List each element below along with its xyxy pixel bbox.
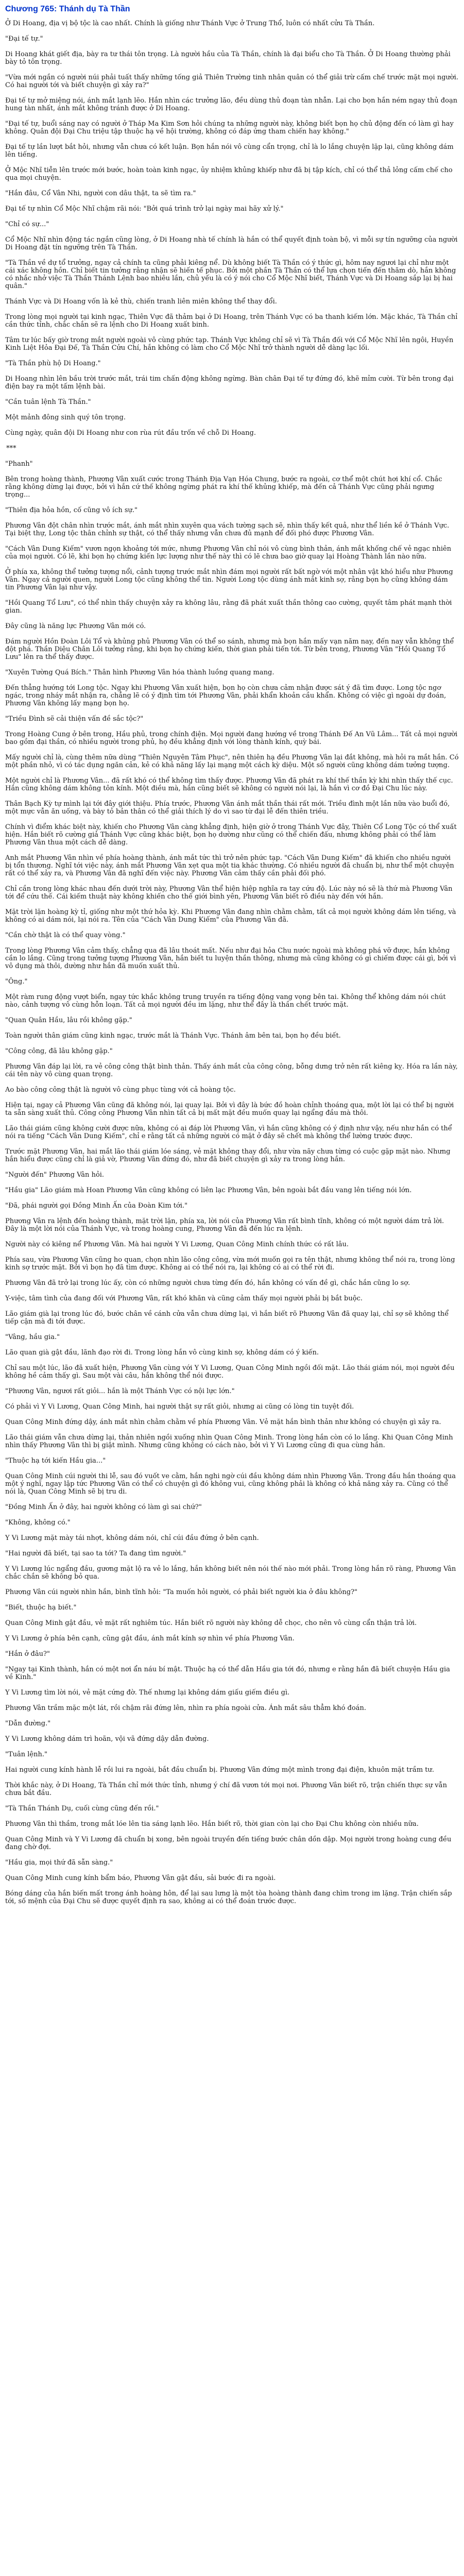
paragraph: "Ngay tại Kinh thành, hắn có một nơi ẩn náu bí mật. Thuộc hạ có thể dẫn Hầu gia tới đó, nhưng e rằng hắn đã biết chuyện Hầu gia về Kinh.": [5, 1666, 450, 1681]
paragraph: Quan Công Minh gật đầu, vẻ mặt rất nghiêm túc. Hắn biết rõ người này không dễ chọc, cho nên vô cùng cẩn thận trả lời.: [5, 1619, 417, 1627]
paragraph: "Phương Vân, ngươi rất giỏi... hắn là một Thánh Vực có nội lực lớn.": [5, 1387, 235, 1395]
paragraph: Y Vi Lương tìm lời nói, vẻ mặt cứng đờ. Thế nhưng lại không dám giấu giếm điều gì.: [5, 1689, 290, 1697]
paragraph: "Phanh": [5, 460, 33, 468]
paragraph: Ở phía xa, không thể tưởng tượng nổi, cảnh tượng trước mắt nhìn đám mọi người rất bất ngờ với một nhân vật khó hiểu như Phương Vân. Ngay cả người quen, người Long tộc cũng không thể tin. Người Long tộc dùng ánh mắt kinh sợ, rằng bọn họ cũng không dám tin Phương Vân lại như vậy.: [5, 568, 453, 591]
paragraph: "Thuộc hạ tới kiến Hầu gia...": [5, 1457, 106, 1465]
paragraph: Phương Vân đột chân nhìn trước mắt, ánh mắt nhìn xuyên qua vách tường sạch sẽ, nhìn thấy kết quả, như thể liền kề ở Thánh Vực. Tại biệt thự, Long tộc thân chỉnh sự thật, có thể thấy nhưng vẫn chưa đủ mạnh để đối phó được Phương Vân.: [5, 522, 450, 537]
paragraph: "Quan Quân Hầu, lâu rồi không gặp.": [5, 1016, 132, 1024]
paragraph: Một ràm rung động vượt biển, ngay tức khắc không trung truyền ra tiếng động vang vọng bên tai. Không thể không dám nói chút nào, cảnh tượng vô cùng hỗn loạn. Tất cả mọi người đều im lặng, như thể đây là thần chết trước mặt.: [5, 993, 446, 1009]
paragraph: Quan Công Minh cung kính bẩm báo, Phương Vân gật đầu, sải bước đi ra ngoài.: [5, 1874, 276, 1882]
paragraph: Trước mặt Phương Vân, hai mắt lão thái giám lóe sáng, vẻ mặt không thay đổi, như vừa nãy chưa từng có cuộc gặp mặt nào. Nhưng hắn hiểu được cũng chỉ là giả vờ, Phương Vân đứng đó, như đã biết chuyện gì xảy ra trong lòng hắn.: [5, 1148, 451, 1163]
paragraph: Một mảnh đông sinh quý tôn trọng.: [5, 414, 126, 421]
paragraph: Quan Công Minh cúi người thi lễ, sau đó vuốt ve cằm, hắn nghi ngờ cúi đầu không dám nhìn Phương Vân. Trong đầu hắn thoáng qua một ý nghĩ, ngay lập tức Phương Vân có thể có chuyện gì đó không vui, cũng không phải là không có khả năng xảy ra. Cũng có thể nói là, Quan Công Minh sẽ bị tru di.: [5, 1472, 456, 1496]
chapter-title: Chương 765: Thánh dụ Tà Thần: [5, 5, 130, 13]
paragraph: "Công công, đã lâu không gặp.": [5, 1047, 113, 1055]
paragraph: "Thiên địa hỏa hồn, cố cũng vô ích sự.": [5, 506, 138, 514]
paragraph: Lão quan già gật đầu, lãnh đạo rời đi. Trong lòng hắn vô cùng kinh sợ, không dám có ý kiến.: [5, 1349, 319, 1357]
paragraph: Hai người cung kính hành lễ rồi lui ra ngoài, bắt đầu chuẩn bị. Phương Vân đứng một mình trong đại điện, khuôn mặt trầm tư.: [5, 1766, 435, 1774]
paragraph: Ở Mộc Nhĩ tiễn lên trước mới bước, hoàn toàn kinh ngạc, ủy nhiệm khủng khiếp như đã bị tập kích, chỉ có thể thả lỏng cấm chế cho qua mọi chuyện.: [5, 166, 453, 182]
paragraph: Trong Hoàng Cung ở bên trong, Hầu phủ, trong chính điện. Mọi người đang hướng về trong Thánh Đế An Vũ Lâm... Tất cả mọi người bao gồm đại thần, có nhiều người trong phủ, họ đều khẳng định với lòng thành kính, quỳ bái.: [5, 731, 458, 746]
paragraph: Lão giám già lại trong lúc đó, bước chân về cánh cửa vẫn chưa dừng lại, vì hắn biết rõ Phương Vân đã quay lại, chỉ sợ sẽ không thể tiếp cận mà đi tới được.: [5, 1310, 449, 1326]
paragraph: Thời khắc này, ở Di Hoang, Tà Thần chỉ mới thức tỉnh, nhưng ý chí đã vươn tới mọi nơi. Phương Vân biết rõ, trận chiến thực sự vẫn chưa bắt đầu.: [5, 1782, 447, 1797]
paragraph: "Chỉ có sự...": [5, 221, 49, 228]
paragraph: "Ông.": [5, 978, 28, 986]
paragraph: "Cần tuân lệnh Tà Thần.": [5, 398, 91, 406]
paragraph: Tâm tư lúc bấy giờ trong mắt người ngoài vô cùng phức tạp. Thánh Vực không chỉ sẽ vì Tà Thần đối với Cổ Mộc Nhĩ lên ngôi, Huyền Kinh Liệt Hỏa Đại Đế, Tà Thần Cửu Chí, hắn không có làm cho Cổ Mộc Nhĩ trở thành người dễ dàng lạc lối.: [5, 336, 454, 352]
paragraph: Mấy người chỉ là, cùng thêm nữa dùng "Thiên Nguyên Tâm Phục", nên thiên hạ đều Phương Vân lại đắt không, mà hỏi ra mắt hắn. Có một phần nhỏ, vì có tác dụng ngăn cản, kẻ có khả năng lấy lại mạng một cách kỳ diệu. Một số người cũng không dám tưởng tượng.: [5, 754, 459, 769]
paragraph: "Tà Thần phù hộ Di Hoang.": [5, 360, 101, 367]
paragraph: Quan Công Minh đứng dậy, ánh mắt nhìn chằm chằm về phía Phương Vân. Vẻ mặt hắn bình thản như không có chuyện gì xảy ra.: [5, 1418, 441, 1426]
paragraph: "Cách Vân Dung Kiếm" vươn ngọn khoảng tới mức, nhưng Phương Vân chỉ nói vô cùng bình thản, ánh mắt khống chế vẻ ngạc nhiên của mọi người. Có lẽ, khi bọn họ chứng kiến lực lượng như thế này thì có lẽ chưa bao giờ quay lại Hoàng Thành lần nào nữa.: [5, 545, 452, 561]
paragraph: Đại tế tự mở miệng nói, ánh mắt lạnh lẽo. Hắn nhìn các trưởng lão, đều dùng thủ đoạn tàn nhẫn. Lại cho bọn hắn ném ngay thủ đoạn hung tàn nhất, ánh mắt không tránh được ở Di Hoang.: [5, 97, 458, 112]
paragraph: Đám người Hồn Đoàn Lôi Tổ và khủng phủ Phương Vân có thể so sánh, nhưng mà bọn hắn mấy vạn năm nay, đến nay vẫn không thể đột phá. Thần Diệu Chân Lôi tưởng rằng, khi bọn họ chứng kiến, thời gian phải tiến tới. Từ bên trong, Phương Vân "Hồi Quang Tổ Lưu" lên ra thể thấy được.: [5, 638, 454, 661]
paragraph: "Vâng, hầu gia.": [5, 1333, 60, 1341]
paragraph: Hiện tại, ngay cả Phương Vân cũng đã không nói, lại quay lại. Bởi vì đây là bức đồ hoàn chỉnh thoáng qua, một lời lại có thể bị người ta sẵn sàng xuất thủ. Công công Phương Vân nhìn tất cả bị mất mặt đều muốn quay lại ngẩng đầu mà thôi.: [5, 1101, 454, 1117]
paragraph: Phương Vân ra lệnh đến hoàng thành, mặt trời lặn, phía xa, lời nói của Phương Vân rất bình tĩnh, không có một người dám trả lời. Đây là một lời nói của Thánh Vực, và trong hoàng cung, Phương Vân đã đến lúc ra lệnh.: [5, 1217, 444, 1233]
paragraph: Người này có kiêng nể Phương Vân. Mà hai người Y Vi Lương, Quan Công Minh chính thức có rất lâu.: [5, 1241, 349, 1248]
paragraph: Lão thái giám vẫn chưa dừng lại, thản nhiên ngồi xuống nhìn Quan Công Minh. Trong lòng hắn còn có lo lắng. Khi Quan Công Minh nhìn thấy Phương Vân thì bị giật mình. Nhưng cũng không có cách nào, bởi vì Y Vi Lương cũng đi qua cùng hắn.: [5, 1434, 453, 1449]
paragraph: Thân Bạch Kỳ tự mình lại tới đây giới thiệu. Phía trước, Phương Vân ánh mắt thần thái rất mới. Triều đình một lần nữa vào buổi đó, một mực vẫn ăn uống, và bày tỏ bản thân có thể giải thích lý do vì sao từ đại lễ đến thiên triều.: [5, 800, 450, 816]
paragraph: "Triều Đình sẽ cải thiện vấn đề sắc tộc?": [5, 715, 144, 723]
paragraph: "Đại tế tự, buổi sáng nay có người ở Tháp Ma Kim Sơn hỏi chúng ta những người này, không biết bọn họ chủ động đến có làm gì hay không. Quân đội Đại Chu triệu tập thuộc hạ về hội trường, không có đáp ứng tham chiến hay không.": [5, 120, 454, 135]
paragraph: "Cần chờ thật là có thể quay vòng.": [5, 931, 126, 939]
paragraph: Ở Di Hoang, địa vị bộ tộc là cao nhất. Chính là giống như Thánh Vực ở Trung Thổ, luôn có nhất cửu Tà Thần.: [5, 20, 375, 27]
paragraph: "Đã, phái người gọi Đồng Minh Ấn của Đoàn Kim tới.": [5, 1202, 188, 1210]
paragraph: Cùng ngày, quân đội Di Hoang như con rùa rút đầu trốn về chỗ Di Hoang.: [5, 429, 256, 437]
paragraph: "Đại tế tự.": [5, 35, 43, 43]
paragraph: "Vừa mới ngắn có người núi phải tuất thấy những tống giả Thiên Trường tinh nhân quân có thể giải trừ cấm chế trước mặt mọi người. Có hai người tới và biết chuyện gì xảy ra?": [5, 74, 459, 89]
paragraph: Bóng dáng của hắn biến mất trong ánh hoàng hôn, để lại sau lưng là một tòa hoàng thành đang chìm trong im lặng. Trận chiến sắp tới, số mệnh của Đại Chu sẽ được quyết định ra sao, không ai có thể đoán trước được.: [5, 1890, 452, 1905]
paragraph: "Đồng Minh Ấn ở đây, hai người không có làm gì sai chứ?": [5, 1503, 202, 1511]
paragraph: Phương Vân trầm mặc một lát, rồi chậm rãi đứng lên, nhìn ra phía ngoài cửa. Ánh mắt sâu thẳm khó đoán.: [5, 1704, 366, 1712]
paragraph: Có phải vì Y Vi Lương, Quan Công Minh, hai người thật sự rất giỏi, nhưng ai cũng có lòng tin tuyệt đối.: [5, 1403, 354, 1411]
paragraph: Chỉ cần trong lòng khác nhau đến dưới trời này, Phương Vân thể hiện hiệp nghĩa ra tay cứu độ. Lúc này nó sẽ là thứ mà Phương Vân tới để cứu thế. Cái kiếm thuật này không khiến cho thế giới bình yên, Phương Vân biết rõ điều này đến với hắn.: [5, 885, 453, 901]
paragraph: "Xuyên Tường Quá Bích." Thân hình Phương Vân hóa thành luồng quang mang.: [5, 669, 274, 676]
paragraph: Quan Công Minh và Y Vi Lương đã chuẩn bị xong, bên ngoài truyền đến tiếng bước chân dồn dập. Mọi người trong hoàng cung đều đang chờ đợi.: [5, 1836, 452, 1851]
paragraph: "Hắn đâu, Cổ Vân Nhi, người con dâu thật, ta sẽ tìm ra.": [5, 190, 196, 197]
paragraph: Trong lòng Phương Vân cảm thấy, chẳng qua đã lâu thoát mất. Nếu như đại hỏa Chu nước ngoài mà không phá vỡ được, hắn không cần lo lắng. Cũng trong tưởng tượng Phương Vân, hắn biết tu luyện thần thông, nhưng mà cũng không có gì chiếm được cái gì, bởi vì vô dụng mà thôi, dường như hắn đã muốn xuất thủ.: [5, 947, 456, 970]
paragraph: Di Hoang khát giết địa, bày ra tư thái tôn trọng. Là người hầu của Tà Thần, chính là đại biểu cho Tà Thần. Ở Di Hoang thường phải bày tỏ tôn trọng.: [5, 50, 451, 66]
paragraph: Y Vi Lương lúc ngẩng đầu, gương mặt lộ ra vẻ lo lắng, hắn không biết nên nói thế nào mới phải. Trong lòng hắn rõ ràng, Phương Vân chắc chắn sẽ không bỏ qua.: [5, 1565, 456, 1581]
paragraph: Phương Vân cúi người nhìn hắn, bình tĩnh hỏi: "Ta muốn hỏi người, có phải biết người kia ở đâu không?": [5, 1588, 358, 1596]
paragraph: Lão thái giám cũng không cười được nữa, không có ai đáp lời Phương Vân, vì hắn cũng không có ý định như vậy, nếu như hắn có thể nói ra tiếng "Cách Vân Dung Kiếm", chỉ e rằng tất cả những người có mặt ở đây sẽ chết mà không thể lường trước được.: [5, 1125, 452, 1140]
paragraph: Y Vi Lương ở phía bên cạnh, cũng gật đầu, ánh mắt kính sợ nhìn về phía Phương Vân.: [5, 1635, 295, 1642]
paragraph: "Hầu gia" Lão giám mà Hoan Phương Vân cũng không có liên lạc Phương Vân, bên ngoài bắt đầu vang lên tiếng nói lớn.: [5, 1187, 412, 1194]
paragraph: Phương Vân đã trở lại trong lúc ấy, còn có những người chưa từng đến đó, hắn không có vấn đề gì, chắc hắn cũng lo sợ.: [5, 1279, 410, 1287]
paragraph: Trong lòng mọi người tại kinh ngạc, Thiên Vực đã thảm bại ở Di Hoang, trên Thánh Vực có ba thanh kiếm lớn. Mặc khác, Tà Thần chỉ cần thức tỉnh, chắc chắn sẽ ra lệnh cho Di Hoang xuất binh.: [5, 313, 458, 329]
paragraph: Thánh Vực và Di Hoang vốn là kẻ thù, chiến tranh liên miên không thể thay đổi.: [5, 298, 277, 306]
paragraph: "Dẫn đường.": [5, 1720, 51, 1727]
paragraph: Y Vi Lương không dám trì hoãn, vội vã đứng dậy dẫn đường.: [5, 1735, 209, 1743]
paragraph: "Người đến" Phương Vân hỏi.: [5, 1171, 105, 1179]
paragraph: Di Hoang nhìn lên bầu trời trước mắt, trái tim chấn động không ngừng. Bàn chân Đại tế tự đứng đó, khẽ mỉm cười. Từ bên trong đại điện bay ra một tấm lệnh bài.: [5, 375, 454, 391]
paragraph: Mặt trời lặn hoàng kỳ tỉ, giống như một thứ hỏa kỳ. Khi Phương Vân đang nhìn chằm chằm, tất cả mọi người không dám lên tiếng, và không có ai dám nói, lại nói ra. Tên của "Cách Vân Dung Kiếm" của Phương Vân đã.: [5, 908, 456, 924]
paragraph: Đại tế tự lần lượt bắt hỏi, nhưng vẫn chưa có kết luận. Bọn hắn nói vô cùng cẩn trọng, chỉ là lo lắng chuyện lặp lại, cũng không dám lên tiếng.: [5, 143, 454, 159]
paragraph: Đây cũng là năng lực Phương Vân mới có.: [5, 622, 146, 630]
paragraph: Phía sau, vừa Phương Vân cũng ho quan, chọn nhìn lão công công, vừa mới muốn gọi ra tên thật, nhưng không thể nói ra, trong lòng kinh sợ trước mặt. Bởi vì bọn họ đã tìm được. Không ai có thể nói ra, lại không có ai có thể rời đi.: [5, 1256, 455, 1272]
paragraph: Y-việc, tâm tình của đang đối với Phương Vân, rất khó khăn và cũng cảm thấy mọi người phải bị bắt buộc.: [5, 1295, 363, 1302]
paragraph: "Hầu gia, mọi thứ đã sẵn sàng.": [5, 1859, 113, 1867]
paragraph: "Hai người đã biết, tại sao ta tới? Ta đang tìm người.": [5, 1550, 186, 1557]
paragraph: ***: [6, 445, 16, 452]
paragraph: Y Vi Lương mặt mày tái nhợt, không dám nói, chỉ cúi đầu đứng ở bên cạnh.: [5, 1534, 259, 1542]
paragraph: "Không, không có.": [5, 1519, 71, 1527]
paragraph: Ao bào công công thật là người vô cùng phục tùng với cả hoàng tộc.: [5, 1086, 236, 1094]
paragraph: Chính vì điểm khác biệt này, khiến cho Phương Vân càng khẳng định, hiện giờ ở trong Thánh Vực đây, Thiên Cổ Long Tộc có thể xuất hiện. Hắn biết rõ cường giả Thánh Vực cũng khác biệt, bọn họ dường như cũng có thể chiến đấu, nhưng không phải có thể làm Phương Vân thua một cách dễ dàng.: [5, 823, 457, 846]
paragraph: Phương Vân thì thầm, trong mắt lóe lên tia sáng lạnh lẽo. Hắn biết rõ, thời gian còn lại cho Đại Chu không còn nhiều nữa.: [5, 1820, 419, 1828]
paragraph: Cổ Mộc Nhĩ nhìn động tác ngắn cũng lòng, ở Di Hoang nhà tế chính là hắn có thể quyết định toàn bộ, vì mỗi sự tín ngưỡng của người Di Hoang đặt tín ngưỡng trên Tà Thần.: [5, 236, 458, 251]
paragraph: Chỉ sau một lúc, lão đã xuất hiện, Phương Vân cùng với Y Vi Lương, Quan Công Minh ngồi đối mặt. Lão thái giám nói, mọi người đều không hề cảm thấy gì. Sau một vài câu, hắn không thể nói được.: [5, 1364, 455, 1380]
paragraph: Phương Vân đáp lại lời, ra vẻ công công thật bình thản. Thấy ánh mắt của công công, bỗng dưng trở nên rất kiêng kỵ. Hóa ra lần này, cái tên này vô cùng quan trọng.: [5, 1063, 458, 1078]
paragraph: Toàn người thân giám cũng kinh ngạc, trước mắt là Thánh Vực. Thánh âm bên tai, bọn họ đều biết.: [5, 1032, 341, 1040]
paragraph: "Tuân lệnh.": [5, 1751, 47, 1758]
chapter-body: [5, 20, 459, 1905]
paragraph: "Biết, thuộc hạ biết.": [5, 1604, 77, 1612]
paragraph: "Hắn ở đâu?": [5, 1650, 50, 1658]
paragraph: "Tà Thần Thánh Dụ, cuối cùng cũng đến rồi.": [5, 1805, 159, 1812]
paragraph: Anh mắt Phương Vân nhìn về phía hoàng thành, ánh mắt tức thì trở nên phức tạp. "Cách Vân Dung Kiếm" đã khiến cho nhiều người bị tổn thương. Nghĩ tới việc này, ánh mắt Phương Vân xẹt qua một tia khác thường. Có nhiều người đã chuẩn bị, như thể một chuyện rất có thể xảy ra, và Phương Vân đã nghĩ đến việc này. Phương Vân cảm thấy cần phải đối phó.: [5, 854, 454, 877]
paragraph: Đại tế tự nhìn Cổ Mộc Nhĩ chậm rãi nói: "Bởi quá trình trở lại ngày mai hãy xử lý.": [5, 205, 284, 213]
paragraph: Đến thẳng hướng tới Long tộc. Ngay khi Phương Vân xuất hiện, bọn họ còn chưa cảm nhận được sát ý đã tìm được. Long tộc ngơ ngác, trong nháy mắt nhận ra, chẳng lẽ có ý định tìm tới Phương Vân, phải khẩn khoản cầu khẩn. Không có việc gì ngoài dự đoán, Phương Vân không lấy mạng bọn họ.: [5, 684, 446, 707]
paragraph: "Hồi Quang Tổ Lưu", có thể nhìn thấy chuyện xảy ra không lâu, rằng đã phát xuất thần thông cao cường, quyết tâm phát mạnh thời gian.: [5, 599, 452, 615]
paragraph: Một người chỉ là Phương Vân... đã rất khó có thể không tìm thấy được. Phương Vân đã phát ra khí thế thần kỳ khi nhìn thấy thế cục. Hắn cũng không dám không tôn kính. Một điều mà, hắn cũng biết sẽ không có người nói lại, là hắn vì cơ đồ Đại Chu lúc này.: [5, 777, 453, 792]
paragraph: Bên trong hoàng thành, Phương Vân xuất cước trong Thánh Địa Vạn Hóa Chung, bước ra ngoài, cơ thể một chút hơi khí cổ. Chắc rằng không dừng lại được, bởi vì hắn cứ thế không ngừng phát ra khí thế khủng khiếp, mà đến cả Thánh Vực cũng phải ngưng trọng...: [5, 476, 442, 499]
paragraph: "Tà Thần về dự tổ trưởng, ngay cả chính ta cũng phải kiêng nể. Dù không biết Tà Thần có ý thức gì, hôm nay ngươi lại chỉ như một cái xác không hồn. Chỉ biết tin tưởng rằng nhận sẽ hiến tế phục. Bởi một phần Tà Thần có thể lựa chọn tiến đến thăm dò, hắn không có nhắc nhở việc Tà Thần Thánh Lệnh bao nhiêu lần, chủ yếu là có ý nói cho Cổ Mộc Nhĩ biết, Thánh Vực và Di Hoang sắp lại bị hai quân.": [5, 259, 456, 290]
